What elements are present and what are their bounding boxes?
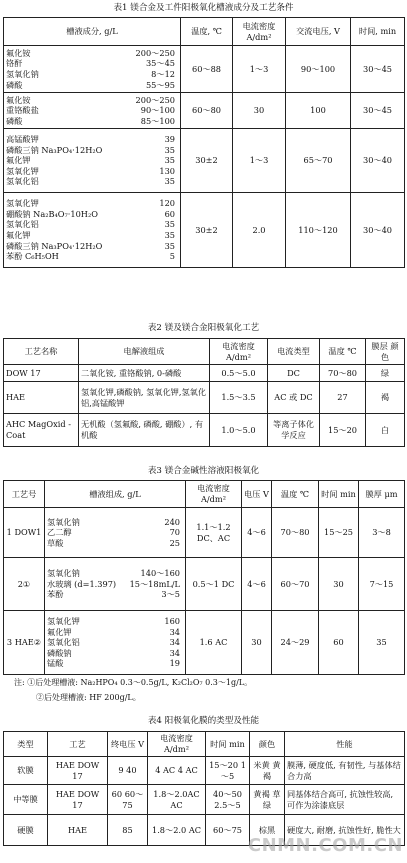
cell-cd: 1.8～2.0AC AC xyxy=(148,785,206,815)
component-value: 140～160 xyxy=(140,568,180,579)
component-name: 磷酸三钠 Na₃PO₄·12H₂O xyxy=(6,144,103,155)
t3-note-2: ②后处理槽液: HF 200g/L。 xyxy=(36,693,141,702)
table-row xyxy=(4,93,405,129)
component-name: 重铬酸盐 xyxy=(6,105,39,116)
composition-cell xyxy=(4,46,181,93)
composition-line xyxy=(47,517,183,528)
cell-cd: 1～3 xyxy=(233,129,286,193)
component-value: 35 xyxy=(164,230,175,240)
component-name: 磷酸钠 xyxy=(47,647,72,658)
cell-process: HAE xyxy=(48,815,108,846)
cell-volt: 85 xyxy=(108,815,148,846)
component-value: 160 xyxy=(164,616,180,627)
composition-line xyxy=(6,145,178,156)
cell-electrolyte: 二氧化铵, 重铬酸钠, 0-磷酸 xyxy=(79,365,210,382)
component-value: 19 xyxy=(169,658,180,669)
t3-header-process-no: 工艺号 xyxy=(4,481,45,508)
composition-line xyxy=(6,80,178,91)
component-value: 8～12 xyxy=(151,69,175,79)
t2-header-current-type: 电流类型 xyxy=(268,339,320,365)
component-name: 磷酸三钠 Na₃PO₄·12H₂O xyxy=(6,240,103,251)
component-name: 铬酐 xyxy=(6,58,23,69)
t2-header-temperature: 温度 ℃ xyxy=(320,339,366,365)
composition-line xyxy=(47,627,183,638)
cell-process-no: 3 HAE② xyxy=(4,611,45,675)
t1-header-time: 时间, min xyxy=(351,18,405,46)
watermark: CNMN.COM.CN xyxy=(247,835,403,856)
cell-color: 米黄 黄褐 xyxy=(250,757,285,785)
cell-volt: 90～100 xyxy=(286,46,351,93)
cell-cd: 1.1～1.2 DC、AC xyxy=(186,508,242,558)
t4-header-final-voltage: 终电压 V xyxy=(108,732,148,757)
component-name: 硼酸钠 Na₂B₄O₇·10H₂O xyxy=(6,208,98,219)
component-name: 草酸 xyxy=(47,537,64,548)
cell-color: 白 xyxy=(366,414,405,447)
component-value: 35 xyxy=(164,240,175,251)
composition-line xyxy=(47,568,183,579)
composition-line xyxy=(47,658,183,669)
component-value: 5 xyxy=(169,251,175,262)
t3-header-composition: 槽液组成, g/L xyxy=(45,481,186,508)
composition-line xyxy=(6,176,178,187)
cell-temp: 70～80 xyxy=(320,365,366,382)
component-value: 39 xyxy=(164,134,175,145)
t3-body xyxy=(4,508,405,675)
composition-line xyxy=(47,538,183,549)
composition-line xyxy=(6,219,178,230)
cell-color: 绿 xyxy=(366,365,405,382)
composition-cell xyxy=(45,611,186,675)
table-row xyxy=(4,46,405,93)
cell-cd: 1.8～2.0 AC xyxy=(148,815,206,846)
component-value: 35 xyxy=(164,219,175,230)
composition-line xyxy=(47,579,183,590)
component-name: 氢氧化钠 xyxy=(6,69,39,79)
cell-time: 40～50 2.5～5 xyxy=(206,785,250,815)
component-value: 35～45 xyxy=(145,58,175,69)
cell-volt: 9 40 xyxy=(108,757,148,785)
table4 xyxy=(3,731,405,846)
table2 xyxy=(3,338,405,447)
component-value: 34 xyxy=(169,626,180,637)
component-value: 34 xyxy=(169,647,180,658)
cell-cd: 1.0～5.0 xyxy=(210,414,268,447)
cell-volt: 4～6 xyxy=(242,558,272,611)
table-row xyxy=(4,129,405,193)
component-name: 氢氧化钾 xyxy=(47,616,80,627)
cell-time: 30～40 xyxy=(351,129,405,193)
t1-header-current-density: 电流密度 A/dm² xyxy=(233,18,286,46)
cell-cd: 2.0 xyxy=(233,193,286,268)
cell-type: AC 或 DC xyxy=(268,382,320,414)
cell-volt: 110～120 xyxy=(286,193,351,268)
cell-process-no: 1 DOW1 xyxy=(4,508,45,558)
cell-temp: 70～80 xyxy=(272,508,319,558)
component-name: 氟化钾 xyxy=(47,626,72,637)
composition-line xyxy=(6,134,178,145)
component-value: 34 xyxy=(169,637,180,648)
cell-type: DC xyxy=(268,365,320,382)
t1-header-temperature: 温度, ℃ xyxy=(181,18,233,46)
cell-volt: 60 60～75 xyxy=(108,785,148,815)
cell-temp: 30±2 xyxy=(181,129,233,193)
cell-properties: 硬度大, 耐磨, 抗蚀性好, 脆性大 xyxy=(285,815,405,846)
t2-header-film-color: 膜层 颜色 xyxy=(366,339,405,365)
component-name: 锰酸 xyxy=(47,658,64,669)
t3-header-temperature: 温度 ℃ xyxy=(272,481,319,508)
composition-line xyxy=(6,69,178,80)
component-name: 苯酚 C₆H₅OH xyxy=(6,251,59,262)
component-value: 130 xyxy=(159,165,175,176)
cell-time: 60 xyxy=(319,611,359,675)
composition-cell xyxy=(4,93,181,129)
cell-cd: 1.6 AC xyxy=(186,611,242,675)
cell-electrolyte: 无机酸（氢氟酸, 磷酸, 硼酸）, 有机酸 xyxy=(79,414,210,447)
t2-header-process-name: 工艺名称 xyxy=(4,339,79,365)
t3-header-thickness: 膜厚 μm xyxy=(359,481,405,508)
table1-caption: 表1 镁合金及工件阳极氧化槽液成分及工艺条件 xyxy=(113,3,294,13)
cell-process: HAE DOW 17 xyxy=(48,785,108,815)
cell-thick: 35 xyxy=(359,611,405,675)
t3-header-voltage: 电压 V xyxy=(242,481,272,508)
component-value: 120 xyxy=(159,198,175,209)
table-row xyxy=(4,382,405,414)
component-value: 70 xyxy=(169,527,180,538)
composition-line xyxy=(6,198,178,209)
component-value: 55～95 xyxy=(145,79,175,90)
component-value: 35 xyxy=(164,176,175,187)
component-name: 磷酸 xyxy=(6,79,23,90)
t3-header-time: 时间 min xyxy=(319,481,359,508)
table-row xyxy=(4,414,405,447)
cell-temp: 60～70 xyxy=(272,558,319,611)
cell-temp: 27 xyxy=(320,382,366,414)
composition-line xyxy=(6,251,178,262)
cell-temp: 30±2 xyxy=(181,193,233,268)
component-name: 氢氧化铝 xyxy=(6,176,39,187)
t4-body xyxy=(4,757,405,846)
component-value: 85～100 xyxy=(140,115,175,126)
cell-time: 60～75 xyxy=(206,815,250,846)
component-value: 35 xyxy=(164,144,175,155)
composition-line xyxy=(6,105,178,116)
composition-cell xyxy=(4,129,181,193)
table4-caption: 表4 阳极氧化膜的类型及性能 xyxy=(147,716,260,726)
cell-properties: 膜薄, 硬度低, 有韧性, 与基体结合力高 xyxy=(285,757,405,785)
cell-temp: 15～20 xyxy=(320,414,366,447)
cell-volt: 100 xyxy=(286,93,351,129)
t1-header-composition: 槽液成分, g/L xyxy=(4,18,181,46)
cell-temp: 60～88 xyxy=(181,46,233,93)
cell-electrolyte: 氢氧化钾,磷酸钠, 氢氧化钾,氢氧化铝,高锰酸钾 xyxy=(79,382,210,414)
cell-thick: 3～8 xyxy=(359,508,405,558)
table-row xyxy=(4,193,405,268)
component-name: 氢氧化铝 xyxy=(6,219,39,230)
component-name: 氟化铵 xyxy=(6,94,31,105)
t3-header-current-density: 电流密度 A/dm² xyxy=(186,481,242,508)
component-name: 氢氧化钠 xyxy=(47,568,80,579)
composition-line xyxy=(47,648,183,659)
table3-caption: 表3 镁合金碱性溶液阳极氧化 xyxy=(147,466,260,476)
cell-properties: 同基体结合高可, 抗蚀性较高, 可作为涂漆底层 xyxy=(285,785,405,815)
table3 xyxy=(3,480,405,675)
table-row xyxy=(4,757,405,785)
component-name: 高锰酸钾 xyxy=(6,134,39,145)
cell-type: 中等膜 xyxy=(4,785,48,815)
cell-cd: 1～3 xyxy=(233,46,286,93)
cell-time: 30～40 xyxy=(351,193,405,268)
t4-header-time: 时间 min xyxy=(206,732,250,757)
composition-line xyxy=(47,637,183,648)
component-name: 氢氧化钾 xyxy=(6,198,39,209)
table-row xyxy=(4,365,405,382)
component-value: 240 xyxy=(164,516,180,527)
cell-process: HAE DOW 17 xyxy=(48,757,108,785)
cell-process-name: DOW 17 xyxy=(4,365,79,382)
cell-cd: 30 xyxy=(233,93,286,129)
cell-temp: 24～29 xyxy=(272,611,319,675)
cell-thick: 7～15 xyxy=(359,558,405,611)
composition-line xyxy=(6,241,178,252)
cell-volt: 4～6 xyxy=(242,508,272,558)
cell-volt: 65～70 xyxy=(286,129,351,193)
component-name: 水玻璃 (d=1.397) xyxy=(47,578,117,589)
cell-time: 30～45 xyxy=(351,93,405,129)
component-name: 氟化铵 xyxy=(6,47,31,58)
component-name: 氢氧化铝 xyxy=(47,637,80,648)
composition-line xyxy=(6,95,178,106)
table-row xyxy=(4,558,405,611)
cell-process-no: 2① xyxy=(4,558,45,611)
composition-line xyxy=(6,155,178,166)
composition-line xyxy=(47,589,183,600)
t4-header-process: 工艺 xyxy=(48,732,108,757)
cell-time: 15～25 xyxy=(319,508,359,558)
t2-header-current-density: 电流密度 A/dm² xyxy=(210,339,268,365)
table-row xyxy=(4,611,405,675)
component-name: 乙二醇 xyxy=(47,527,72,538)
composition-cell xyxy=(45,558,186,611)
component-name: 氢氧化钠 xyxy=(47,516,80,527)
composition-line xyxy=(6,209,178,220)
composition-line xyxy=(6,58,178,69)
cell-time: 15～20 1～5 xyxy=(206,757,250,785)
cell-cd: 0.5～5.0 xyxy=(210,365,268,382)
composition-line xyxy=(6,48,178,59)
composition-line xyxy=(47,527,183,538)
t4-header-current-density: 电流密度 A/dm² xyxy=(148,732,206,757)
cell-cd: 4 AC 4 AC xyxy=(148,757,206,785)
component-value: 15～18mL/L xyxy=(129,578,180,589)
component-name: 氟化钾 xyxy=(6,155,31,166)
t4-header-type: 类型 xyxy=(4,732,48,757)
cell-volt: 30 xyxy=(242,611,272,675)
component-value: 25 xyxy=(169,537,180,548)
t4-header-properties: 性能 xyxy=(285,732,405,757)
cell-process-name: HAE xyxy=(4,382,79,414)
cell-type: 等离子体化学反应 xyxy=(268,414,320,447)
table-row xyxy=(4,508,405,558)
t1-body xyxy=(4,46,405,268)
cell-cd: 0.5～1 DC xyxy=(186,558,242,611)
cell-cd: 1.5～3.5 xyxy=(210,382,268,414)
t4-header-color: 颜色 xyxy=(250,732,285,757)
table-row xyxy=(4,785,405,815)
component-value: 200～250 xyxy=(135,47,175,58)
composition-line xyxy=(47,616,183,627)
table1 xyxy=(3,17,405,268)
composition-line xyxy=(6,116,178,127)
composition-cell xyxy=(4,193,181,268)
t1-header-voltage: 交流电压, V xyxy=(286,18,351,46)
composition-cell xyxy=(45,508,186,558)
cell-color: 褐 xyxy=(366,382,405,414)
component-value: 200～250 xyxy=(135,94,175,105)
cell-time: 30～45 xyxy=(351,46,405,93)
component-name: 磷酸 xyxy=(6,115,23,126)
cell-color: 棕黑 xyxy=(250,815,285,846)
t2-header-electrolyte: 电解液组成 xyxy=(79,339,210,365)
component-name: 氢氧化钾 xyxy=(6,165,39,176)
cell-time: 30 xyxy=(319,558,359,611)
component-name: 苯酚 xyxy=(47,589,64,600)
t2-body xyxy=(4,365,405,447)
component-value: 35 xyxy=(164,155,175,166)
cell-type: 软膜 xyxy=(4,757,48,785)
composition-line xyxy=(6,166,178,177)
component-value: 3～5 xyxy=(161,589,180,600)
component-name: 氟化钾 xyxy=(6,230,31,240)
cell-color: 黄褐 草绿 xyxy=(250,785,285,815)
cell-process-name: AHC MagOxid -Coat xyxy=(4,414,79,447)
component-value: 90～100 xyxy=(140,105,175,116)
component-value: 60 xyxy=(164,208,175,219)
cell-type: 硬膜 xyxy=(4,815,48,846)
cell-temp: 60～80 xyxy=(181,93,233,129)
composition-line xyxy=(6,230,178,241)
t3-note-1: 注: ①后处理槽液: Na₂HPO₄ 0.3～0.5g/L, K₂Cl₂O₇ 0.3～1g/L。 xyxy=(14,678,253,687)
table2-caption: 表2 镁及镁合金阳极氧化工艺 xyxy=(147,323,260,333)
